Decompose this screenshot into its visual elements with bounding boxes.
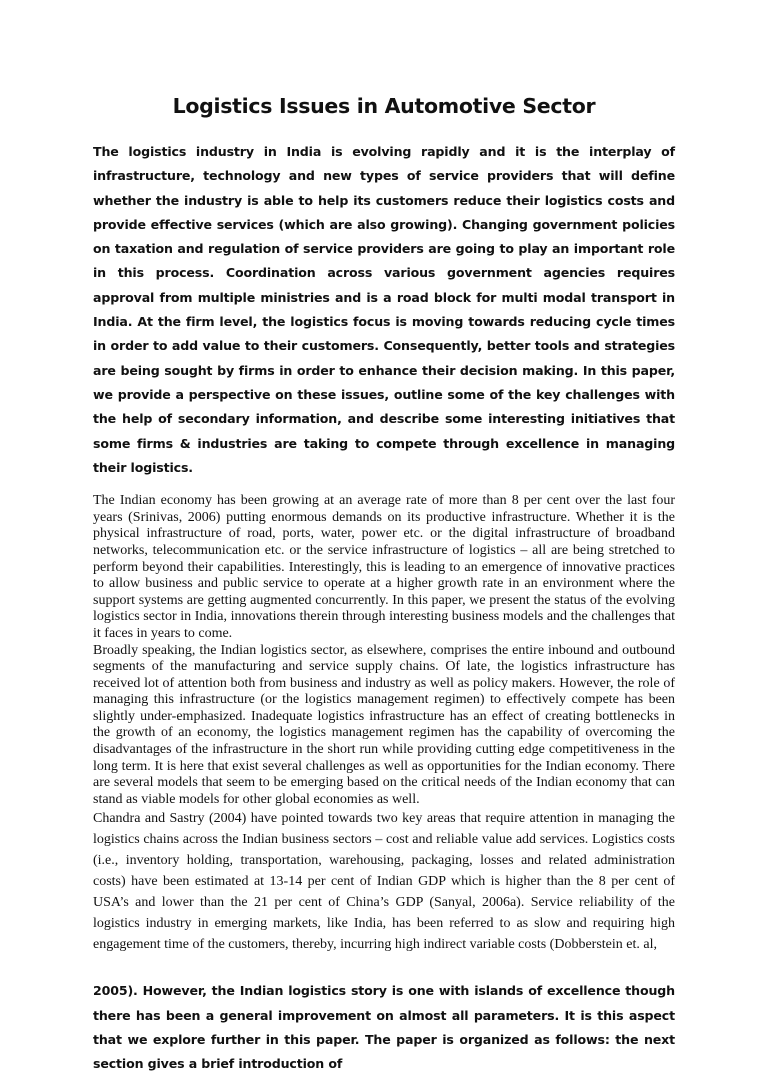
document-title: Logistics Issues in Automotive Sector — [172, 94, 596, 118]
body-paragraph-1: The Indian economy has been growing at an average rate of more than 8 per cent over the last four years (Srinivas, 2006) putting enormous demands on its productive infrastructure. Whether it is the physical infrastructure of road, ports, water, power etc. or the digital infrastructure of broadband networks, telecommunication etc. or the service infrastructure of logistics – all are being stretched to perform beyond their capabilities. Interestingly, this is leading to an emergence of innovative practices to allow business and public service to operate at a higher growth rate in an environment where the support systems are getting augmented concurrently. In this paper, we present the status of the evolving logistics sector in India, innovations therein through interesting business models and the challenges that it faces in years to come. — [93, 493, 675, 641]
body-paragraph-2: Broadly speaking, the Indian logistics sector, as elsewhere, comprises the entire inbound and outbound segments of the manufacturing and service supply chains. Of late, the logistics infrastructure has received lot of attention both from business and industry as well as policy makers. However, the role of managing this infrastructure (or the logistics management regimen) to effectively compete has been slightly under-emphasized. Inadequate logistics infrastructure has an effect of creating bottlenecks in the growth of an economy, the logistics management regimen has the capability of overcoming the disadvantages of the infrastructure in the short run while providing cutting edge competitiveness in the long term. It is here that exist several challenges as well as opportunities for the Indian economy. There are several models that seem to be emerging based on the critical needs of the Indian economy that can stand as viable models for other global economies as well. — [93, 642, 675, 807]
body-paragraph-3: Chandra and Sastry (2004) have pointed towards two key areas that require attention in managing the logistics chains across the Indian business sectors – cost and reliable value add services. Logistics costs (i.e., inventory holding, transportation, warehousing, packaging, losses and related administration costs) have been estimated at 13-14 per cent of Indian GDP which is higher than the 8 per cent of USA’s and lower than the 21 per cent of China’s GDP (Sanyal, 2006a). Service reliability of the logistics industry in emerging markets, like India, has been referred to as slow and requiring high engagement time of the customers, thereby, incurring high indirect variable costs (Dobberstein et. al, — [93, 811, 675, 953]
abstract-paragraph: The logistics industry in India is evolving rapidly and it is the interplay of infrastructure, technology and new types of service providers that will define whether the industry is able to help its customers reduce their logistics costs and provide effective services (which are also growing). Changing government policies on taxation and regulation of service providers are going to play an important role in this process. Coordination across various government agencies requires approval from multiple ministries and is a road block for multi modal transport in India. At the firm level, the logistics focus is moving towards reducing cycle times in order to add value to their customers. Consequently, better tools and strategies are being sought by firms in order to enhance their decision making. In this paper, we provide a perspective on these issues, outline some of the key challenges with the help of secondary information, and describe some interesting initiatives that some firms & industries are taking to compete through excellence in managing their logistics. — [93, 144, 675, 475]
continuation-paragraph: 2005). However, the Indian logistics story is one with islands of excellence though there has been a general improvement on almost all parameters. It is this aspect that we explore further in this paper. The paper is organized as follows: the next section gives a brief introduction of — [93, 983, 675, 1072]
